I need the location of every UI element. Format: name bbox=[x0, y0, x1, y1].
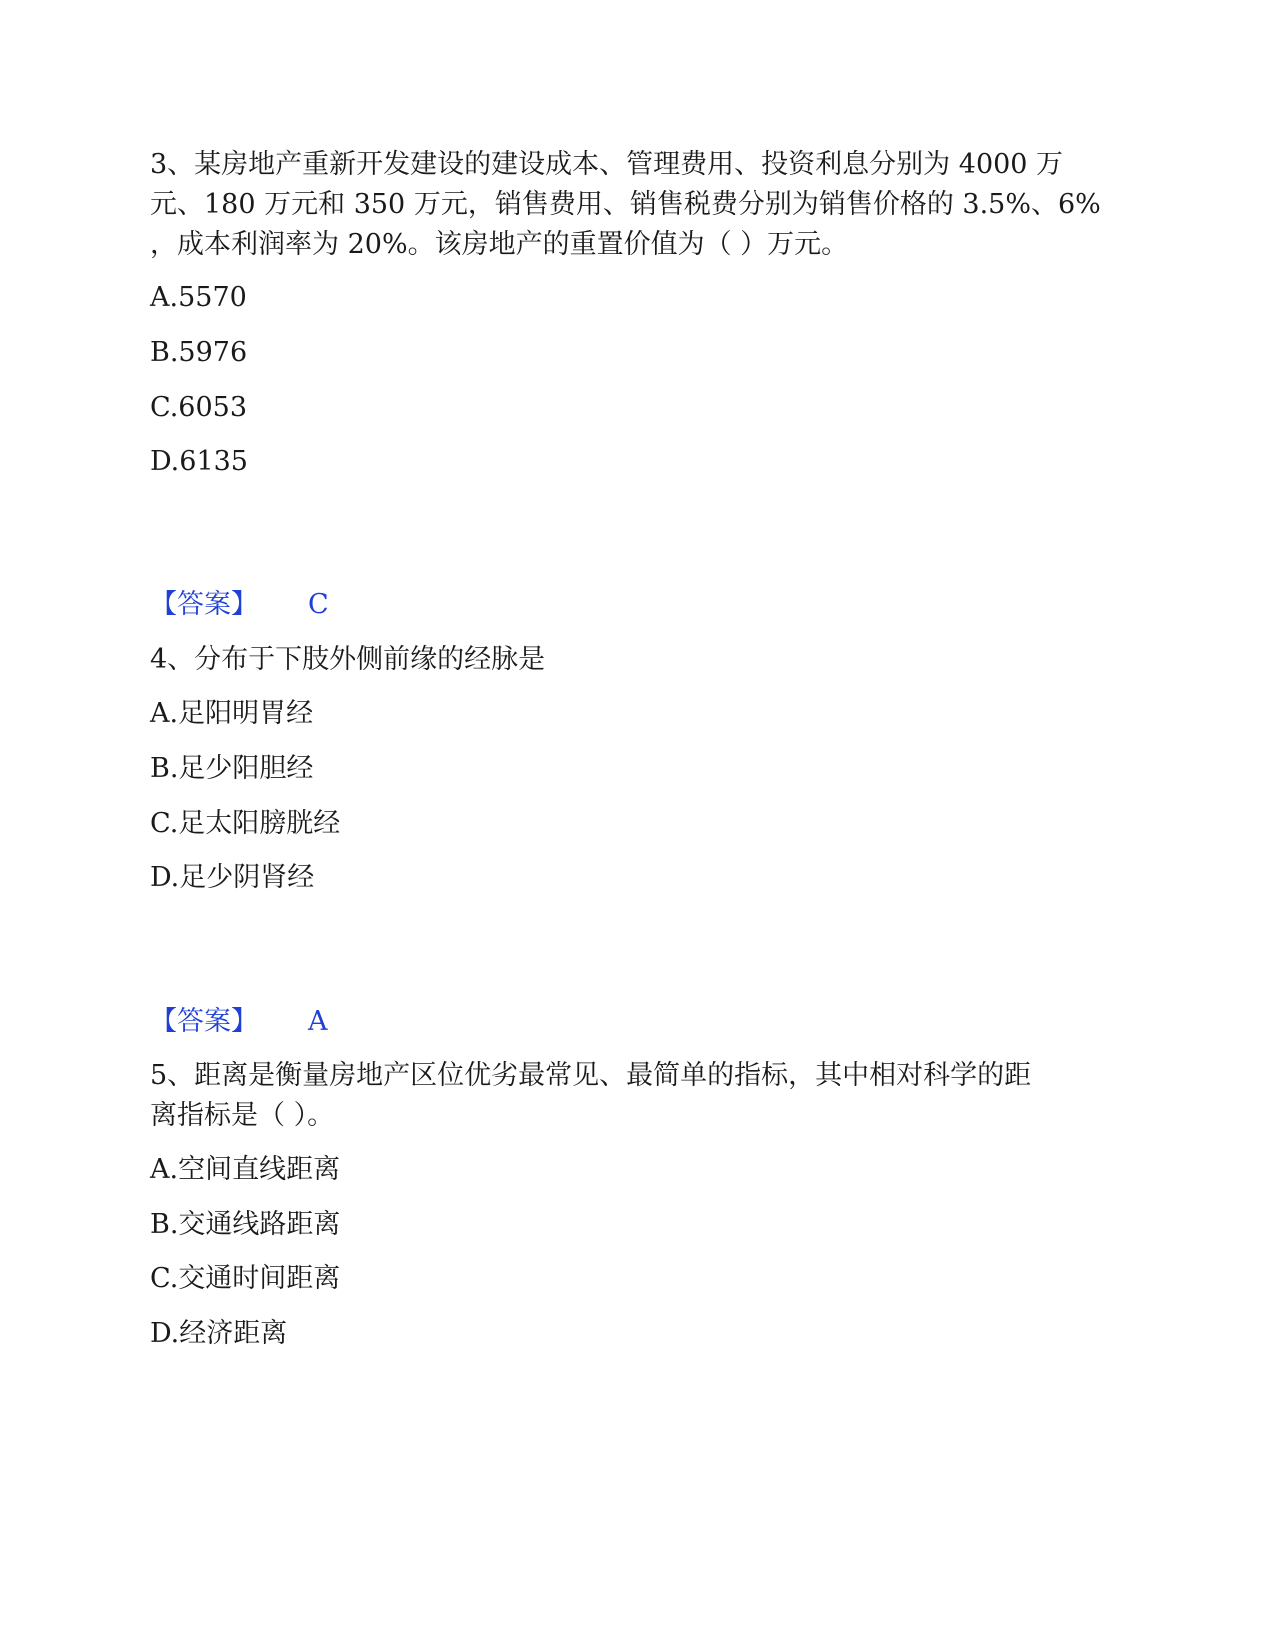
q3-option-a: A.5570 bbox=[150, 282, 247, 313]
q3-stem-line-1: 3、某房地产重新开发建设的建设成本、管理费用、投资利息分别为 4000 万 bbox=[150, 149, 1064, 180]
q3-stem-line-3: ，成本利润率为 20%。该房地产的重置价值为（ ）万元。 bbox=[150, 229, 849, 260]
q4-answer-value: A bbox=[308, 1006, 328, 1037]
q3-answer-value: C bbox=[308, 589, 329, 620]
q3-answer-label: 【答案】 bbox=[150, 589, 258, 620]
q5-option-d: D.经济距离 bbox=[150, 1318, 288, 1349]
q4-answer-row bbox=[150, 1002, 328, 1042]
q5-option-a: A.空间直线距离 bbox=[150, 1154, 341, 1185]
q4-option-a: A.足阳明胃经 bbox=[150, 698, 314, 729]
q5-stem-line-1: 5、距离是衡量房地产区位优劣最常见、最简单的指标，其中相对科学的距 bbox=[150, 1060, 1032, 1091]
q4-option-c: C.足太阳膀胱经 bbox=[150, 808, 341, 839]
q4-option-b: B.足少阳胆经 bbox=[150, 753, 314, 784]
q3-answer-row bbox=[150, 585, 329, 625]
q3-option-b: B.5976 bbox=[150, 337, 248, 368]
q4-option-d: D.足少阴肾经 bbox=[150, 862, 315, 893]
q4-answer-label: 【答案】 bbox=[150, 1006, 258, 1037]
q3-option-c: C.6053 bbox=[150, 392, 247, 423]
q5-option-b: B.交通线路距离 bbox=[150, 1209, 341, 1240]
q5-stem-line-2: 离指标是（ ）。 bbox=[150, 1100, 335, 1131]
q4-stem-line-1: 4、分布于下肢外侧前缘的经脉是 bbox=[150, 644, 546, 675]
q5-option-c: C.交通时间距离 bbox=[150, 1263, 341, 1294]
q3-stem-line-2: 元、180 万元和 350 万元，销售费用、销售税费分别为销售价格的 3.5%、6% bbox=[150, 189, 1101, 220]
q3-option-d: D.6135 bbox=[150, 446, 248, 477]
